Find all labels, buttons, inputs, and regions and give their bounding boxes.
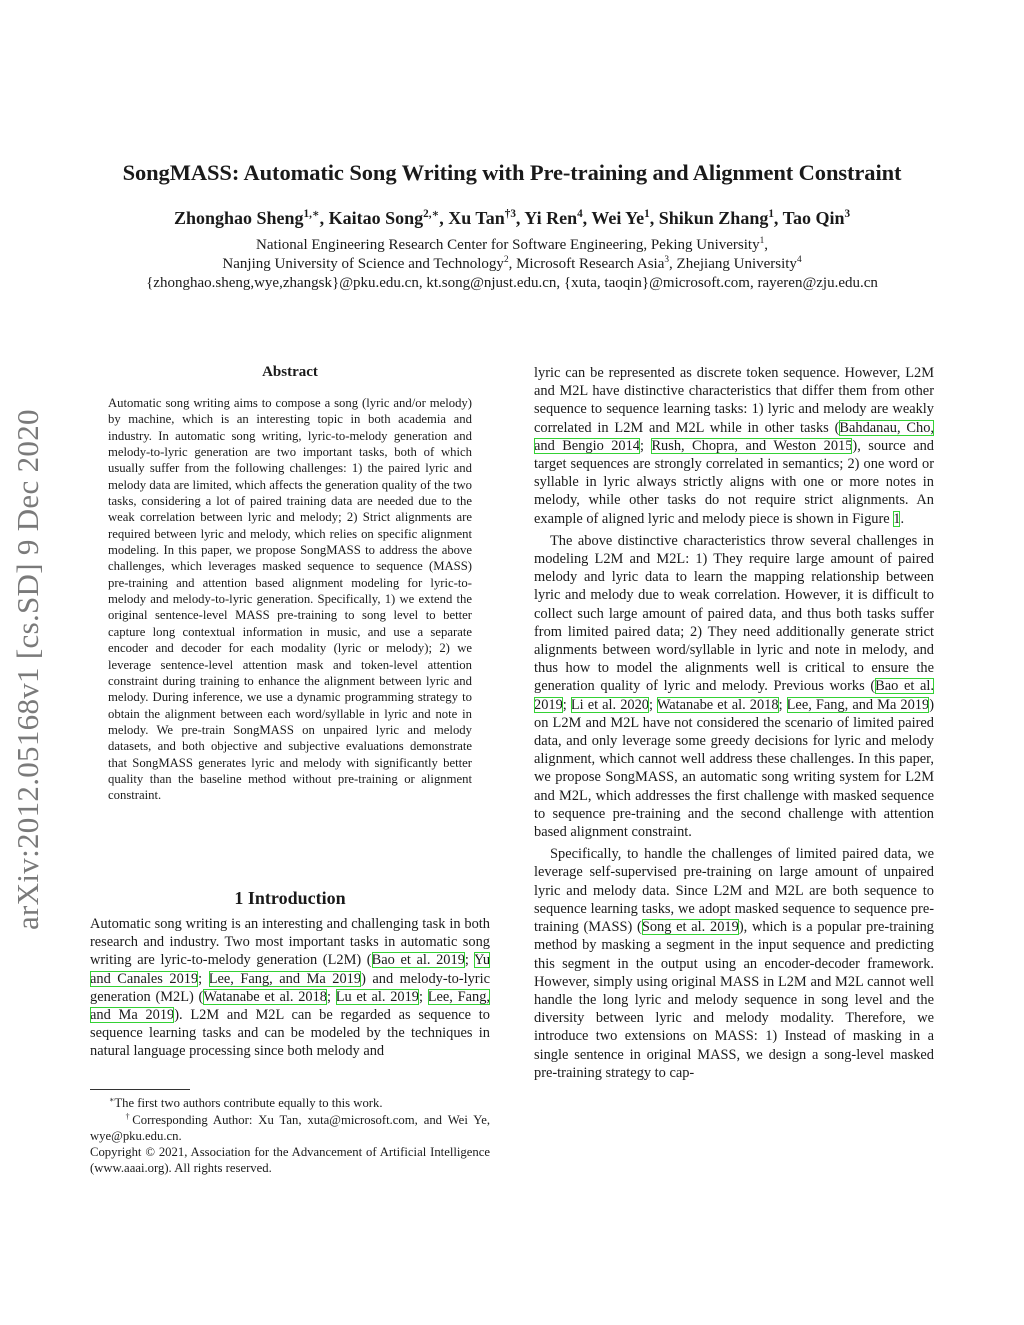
body-paragraph: Specifically, to handle the challenges of limited paired data, we leverage self-supervised pre-training on large amount of unpaired lyric and melody data. Since L2M and M2L are both sequence to sequence learning tasks, we adopt masked sequence to sequence pre-training (MASS) (Song et al. 2019), which is a popular pre-training method by masking a segment in the input sequence and predicting this segment in the output using an encoder-decoder framework. However, simply using original MASS in L2M and M2L cannot well handle the long lyric and melody sequence in song level and the diversity between lyric and melody modality. Therefore, we introduce two extensions on MASS: 1) Instead of masking in a single sentence in original MASS, we design a song-level masked pre-training strategy to cap- xyxy=(534,846,934,1081)
citation-link[interactable]: Yu and Canales 2019 xyxy=(90,952,491,987)
body-paragraph: The above distinctive characteristics throw several challenges in modeling L2M and M2L: 1) They require large amount of paired melody and lyric data to learn the mapping relationship between lyric and melody due to weak correlation. However, it is difficult to collect such large amount of paired data, and thus both tasks suffer from limited paired data; 2) They need additionally generate strict alignments between word/syllable in lyric and note in melody, and thus how to model the alignments well is critical to ensure the generation quality of lyric and melody. Previous works (Bao et al. 2019; Li et al. 2020; Watanabe et al. 2018; Lee, Fang, and Ma 2019) on L2M and M2L have not considered the scenario of limited paired data, and only leverage some greedy decisions for lyric and melody alignment, which cannot well address these challenges. In this paper, we propose SongMASS, an automatic song writing system for L2M and M2L, which addresses the first challenge with masked sequence to sequence pre-training and the second challenge with attention based alignment constraint. xyxy=(534,532,934,841)
citation-link[interactable]: Bahdanau, Cho, and Bengio 2014 xyxy=(534,419,934,454)
citation-link[interactable]: Lee, Fang, and Ma 2019 xyxy=(786,696,930,713)
author-name: , Yi Ren xyxy=(515,208,578,228)
author-affiliation-mark: 2,∗ xyxy=(423,208,440,220)
copyright-notice: Copyright © 2021, Association for the Advancement of Artificial Intelligence (www.aaai.org). All rights reserved. xyxy=(90,1145,490,1176)
author-affiliation-mark: 3 xyxy=(844,208,851,220)
right-column xyxy=(534,364,934,1082)
abstract-text: Automatic song writing aims to compose a song (lyric and/or melody) by machine, which is an interesting topic in both academia and industry. In automatic song writing, lyric-to-melody generation and melody-to-lyric generation are two important tasks, both of which usually suffer from the following challenges: 1) the paired lyric and melody data are limited, which affects the generation quality of the two tasks, considering a lot of paired training data are needed due to the weak correlation between lyric and melody; 2) Strict alignments are required between lyric and melody, which relies on specific alignment modeling. In this paper, we propose SongMASS to address the above challenges, which leverages masked sequence to sequence (MASS) pre-training and attention based alignment modeling for lyric-to-melody and melody-to-lyric generation. Specifically, 1) we extend the original sentence-level MASS pre-training to song level to better capture long contextual information in music, and use a separate encoder and decoder for each modality (lyric or melody); 2) we leverage sentence-level attention mask and token-level attention constraint during training to enhance the alignment between lyric and melody. During inference, we use a dynamic programming strategy to obtain the alignment between each word/syllable in lyric and note in melody. We pre-train SongMASS on unpaired lyric and melody datasets, and both objective and subjective evaluations demonstrate that SongMASS generates lyric and melody with significantly better quality than the baseline method without pre-training or alignment constraint. xyxy=(108,396,472,803)
paper-title: SongMASS: Automatic Song Writing with Pre-training and Alignment Constraint xyxy=(122,160,902,185)
author-affiliation-mark: †3 xyxy=(504,208,516,220)
citation-link[interactable]: Watanabe et al. 2018 xyxy=(656,696,779,713)
author-name: , Tao Qin xyxy=(773,208,845,228)
citation-link[interactable]: Bao et al. 2019 xyxy=(534,678,934,713)
author-name: , Xu Tan xyxy=(439,208,505,228)
author-name: , Wei Ye xyxy=(582,208,645,228)
footnote-corresponding-author: †Corresponding Author: Xu Tan, xuta@microsoft.com, and Wei Ye, wye@pku.edu.cn. xyxy=(90,1111,490,1144)
author-affiliation-mark: 1 xyxy=(644,208,650,220)
footnote-equal-contribution: ∗The first two authors contribute equally to this work. xyxy=(109,1094,383,1110)
author-affiliation-mark: 4 xyxy=(577,208,583,220)
author-name: , Shikun Zhang xyxy=(649,208,769,228)
citation-link[interactable]: Li et al. 2020 xyxy=(570,696,650,713)
author-name: , Kaitao Song xyxy=(319,208,424,228)
abstract-heading: Abstract xyxy=(262,364,318,380)
author-list xyxy=(60,208,964,229)
citation-link[interactable]: Watanabe et al. 2018 xyxy=(203,988,327,1005)
introduction-heading: 1 Introduction xyxy=(234,888,346,908)
citation-link[interactable]: Bao et al. 2019 xyxy=(371,952,465,969)
citation-link[interactable]: Lee, Fang, and Ma 2019 xyxy=(208,970,362,987)
affiliation-line-2: Nanjing University of Science and Technology$^2$, Microsoft Research Asia$^3$, Zhejiang University$^4$ xyxy=(222,255,802,272)
footnote-separator xyxy=(90,1089,190,1090)
arxiv-stamp: arXiv:2012.05168v1 [cs.SD] 9 Dec 2020 xyxy=(10,409,45,930)
citation-link[interactable]: Rush, Chopra, and Weston 2015 xyxy=(651,437,853,454)
author-affiliation-mark: 1 xyxy=(768,208,774,220)
citation-link[interactable]: Song et al. 2019 xyxy=(641,919,739,936)
body-paragraph: lyric can be represented as discrete token sequence. However, L2M and M2L have distinctive characteristics that differ them from other sequence to sequence learning tasks: 1) lyric and melody are weakly correlated in L2M and M2L while in other tasks (Bahdanau, Cho, and Bengio 2014; Rush, Chopra, and Weston 2015), source and target sequences are strongly correlated in semantics; 2) one word or syllable in lyric always strictly aligns with one or more notes in melody, while other tasks do not require strict alignments. An example of aligned lyric and melody piece is shown in Figure 1. xyxy=(534,365,935,527)
author-emails: {zhonghao.sheng,wye,zhangsk}@pku.edu.cn, kt.song@njust.edu.cn, {xuta, taoqin}@microsoft.com, rayeren@zju.edu.cn xyxy=(146,275,878,291)
citation-link[interactable]: Lee, Fang, and Ma 2019 xyxy=(90,988,490,1024)
introduction-paragraph: Automatic song writing is an interesting and challenging task in both research and industry. Two most important tasks in automatic song writing are lyric-to-melody generation (L2M) (Bao et al. 2019; Yu and Canales 2019; Lee, Fang, and Ma 2019) and melody-to-lyric generation (M2L) (Watanabe et al. 2018; Lu et al. 2019; Lee, Fang, and Ma 2019). L2M and M2L can be regarded as sequence to sequence learning tasks and can be modeled by the techniques in natural language processing since both melody and xyxy=(90,916,491,1060)
affiliation-line-1: National Engineering Research Center for Software Engineering, Peking University$^1$, xyxy=(255,236,768,253)
citation-link[interactable]: Lu et al. 2019 xyxy=(335,988,420,1005)
author-name: Zhonghao Sheng xyxy=(173,208,304,228)
figure-link[interactable]: 1 xyxy=(893,510,901,527)
author-affiliation-mark: 1,∗ xyxy=(303,208,320,220)
